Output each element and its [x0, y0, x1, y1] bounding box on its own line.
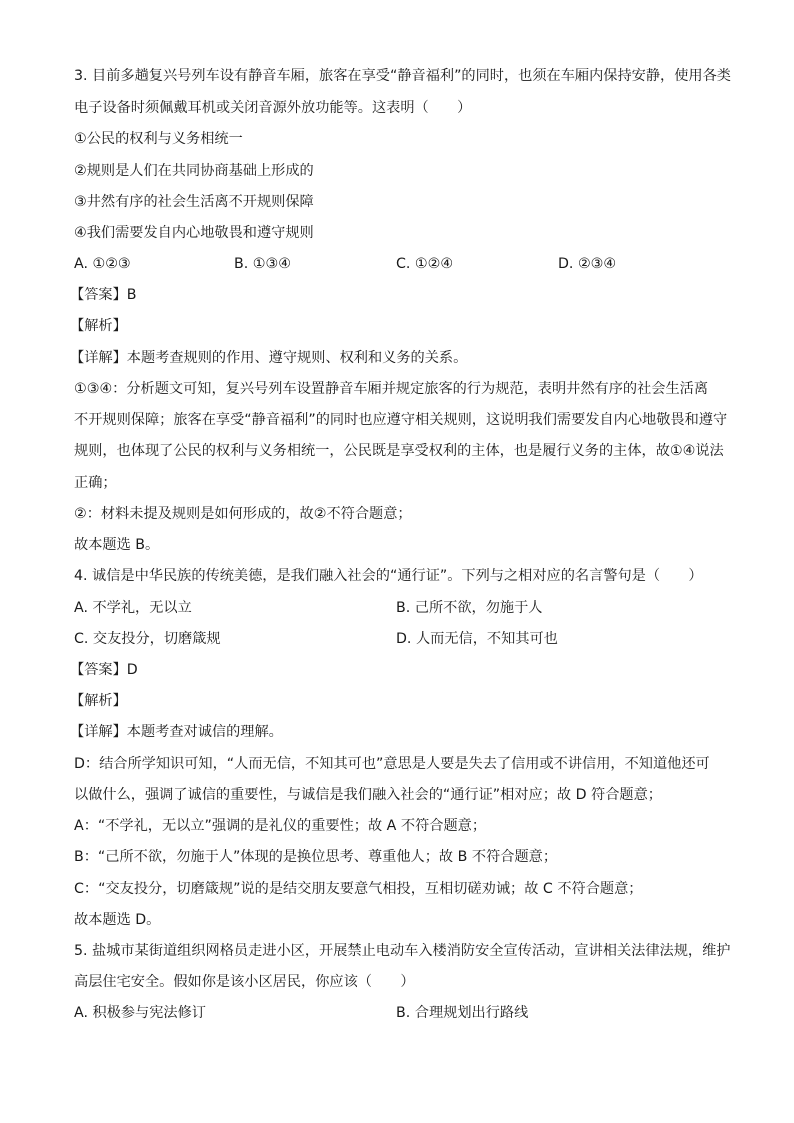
q3-conclusion: 故本题选 B。 [74, 537, 160, 553]
q3-item-3: ③井然有序的社会生活离不开规则保障 [74, 194, 314, 210]
q4-option-b: B. 己所不欲，勿施于人 [396, 600, 543, 616]
q4-option-c: C. 交友投分，切磨箴规 [74, 631, 221, 647]
q3-detail: 【详解】本题考查规则的作用、遵守规则、权利和义务的关系。 [70, 350, 468, 366]
q3-option-b: B. ①③④ [234, 256, 291, 272]
q3-explanation-line-2: 不开规则保障；旅客在享受“静音福利”的同时也应遵守相关规则，这说明我们需要发自内心地敬畏和遵守 [74, 412, 728, 428]
q3-item-1: ①公民的权利与义务相统一 [74, 131, 243, 147]
q4-option-d: D. 人而无信，不知其可也 [396, 631, 558, 647]
q5-option-b: B. 合理规划出行路线 [396, 1005, 529, 1021]
q4-explanation-line-4: B：“己所不欲，勿施于人”体现的是换位思考、尊重他人；故 B 不符合题意； [74, 849, 558, 865]
q3-option-d: D. ②③④ [558, 256, 617, 272]
q4-stem: 4. 诚信是中华民族的传统美德，是我们融入社会的“通行证”。下列与之相对应的名言警句是（ ） [74, 568, 703, 584]
q4-detail: 【详解】本题考查对诚信的理解。 [70, 724, 283, 740]
q4-explanation-line-3: A：“不学礼，无以立”强调的是礼仪的重要性；故 A 不符合题意； [74, 818, 487, 834]
q4-option-a: A. 不学礼，无以立 [74, 600, 192, 616]
q3-explanation-line-5: ②：材料未提及规则是如何形成的，故②不符合题意； [74, 506, 412, 522]
q3-item-4: ④我们需要发自内心地敬畏和遵守规则 [74, 225, 314, 241]
q3-analysis-label: 【解析】 [70, 318, 127, 334]
q3-answer: 【答案】B [70, 287, 137, 303]
q4-explanation-line-5: C：“交友投分，切磨箴规”说的是结交朋友要意气相投，互相切磋劝诫；故 C 不符合题意； [74, 881, 643, 897]
q3-option-a: A. ①②③ [74, 256, 131, 272]
q3-explanation-line-3: 规则，也体现了公民的权利与义务相统一，公民既是享受权利的主体，也是履行义务的主体，故①④说法 [74, 443, 724, 459]
q4-explanation-line-1: D：结合所学知识可知，“人而无信，不知其可也”意思是人要是失去了信用或不讲信用，不知道他还可 [74, 756, 710, 772]
q4-analysis-label: 【解析】 [70, 693, 127, 709]
q3-option-c: C. ①②④ [396, 256, 454, 272]
q5-stem-line-1: 5. 盐城市某街道组织网格员走进小区，开展禁止电动车入楼消防安全宣传活动，宣讲相关法律法规，维护 [74, 943, 731, 959]
q3-stem-line-1: 3. 目前多趟复兴号列车设有静音车厢，旅客在享受“静音福利”的同时，也须在车厢内保持安静，使用各类 [74, 68, 731, 84]
q3-explanation-line-4: 正确； [74, 475, 117, 491]
q4-explanation-line-2: 以做什么，强调了诚信的重要性，与诚信是我们融入社会的“通行证”相对应；故 D 符合题意； [74, 787, 662, 803]
q3-stem-line-2: 电子设备时须佩戴耳机或关闭音源外放功能等。这表明（ ） [74, 100, 472, 116]
q3-item-2: ②规则是人们在共同协商基础上形成的 [74, 163, 314, 179]
q5-stem-line-2: 高层住宅安全。假如你是该小区居民，你应该（ ） [74, 974, 415, 990]
q3-explanation-line-1: ①③④：分析题文可知，复兴号列车设置静音车厢并规定旅客的行为规范，表明井然有序的社会生活离 [74, 381, 709, 397]
q4-answer: 【答案】D [70, 662, 138, 678]
q4-conclusion: 故本题选 D。 [74, 912, 161, 928]
q5-option-a: A. 积极参与宪法修订 [74, 1005, 206, 1021]
